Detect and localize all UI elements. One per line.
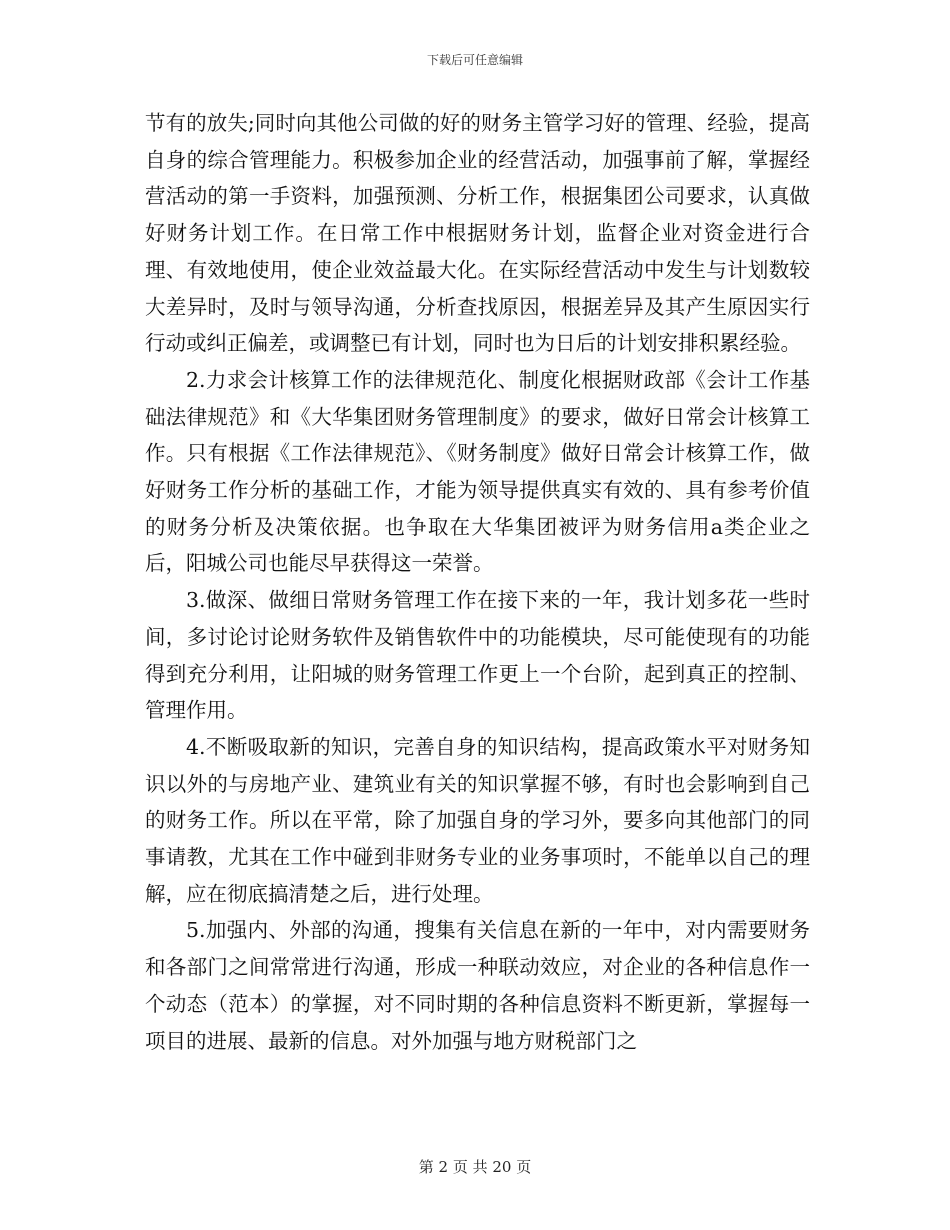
paragraph-item-2: 2.力求会计核算工作的法律规范化、制度化根据财政部《会计工作基础法律规范》和《大华集团财务管理制度》的要求，做好日常会计核算工作。只有根据《工作法律规范》、《财务制度》做好日常会计核算工作，做好财务工作分析的基础工作，才能为领导提供真实有效的、具有参考价值的财务分析及决策依据。也争取在大华集团被评为财务信用a类企业之后，阳城公司也能尽早获得这一荣誉。: [145, 367, 810, 576]
paragraph-continuation: 节有的放失;同时向其他公司做的好的财务主管学习好的管理、经验，提高自身的综合管理能力。积极参加企业的经营活动，加强事前了解，掌握经营活动的第一手资料，加强预测、分析工作，根据集团公司要求，认真做好财务计划工作。在日常工作中根据财务计划，监督企业对资金进行合理、有效地使用，使企业效益最大化。在实际经营活动中发生与计划数较大差异时，及时与领导沟通，分析查找原因，根据差异及其产生原因实行行动或纠正偏差，或调整已有计划，同时也为日后的计划安排积累经验。: [145, 111, 810, 356]
page-number-footer: 第 2 页 共 20 页: [418, 1158, 532, 1176]
page-header: 下载后可任意编辑: [426, 53, 523, 67]
paragraph-item-4: 4.不断吸取新的知识，完善自身的知识结构，提高政策水平对财务知识以外的与房地产业、建筑业有关的知识掌握不够，有时也会影响到自己的财务工作。所以在平常，除了加强自身的学习外，要多向其他部门的同事请教，尤其在工作中碰到非财务专业的业务事项时，不能单以自己的理解，应在彻底搞清楚之后，进行处理。: [145, 734, 810, 906]
paragraph-item-3: 3.做深、做细日常财务管理工作在接下来的一年，我计划多花一些时间，多讨论讨论财务软件及销售软件中的功能模块，尽可能使现有的功能得到充分利用，让阳城的财务管理工作更上一个台阶，起到真正的控制、管理作用。: [145, 588, 810, 723]
paragraph-item-5: 5.加强内、外部的沟通，搜集有关信息在新的一年中，对内需要财务和各部门之间常常进行沟通，形成一种联动效应，对企业的各种信息作一个动态（范本）的掌握，对不同时期的各种信息资料不断更新，掌握每一项目的进展、最新的信息。对外加强与地方财税部门之: [145, 918, 810, 1053]
document-body: [145, 105, 810, 1059]
